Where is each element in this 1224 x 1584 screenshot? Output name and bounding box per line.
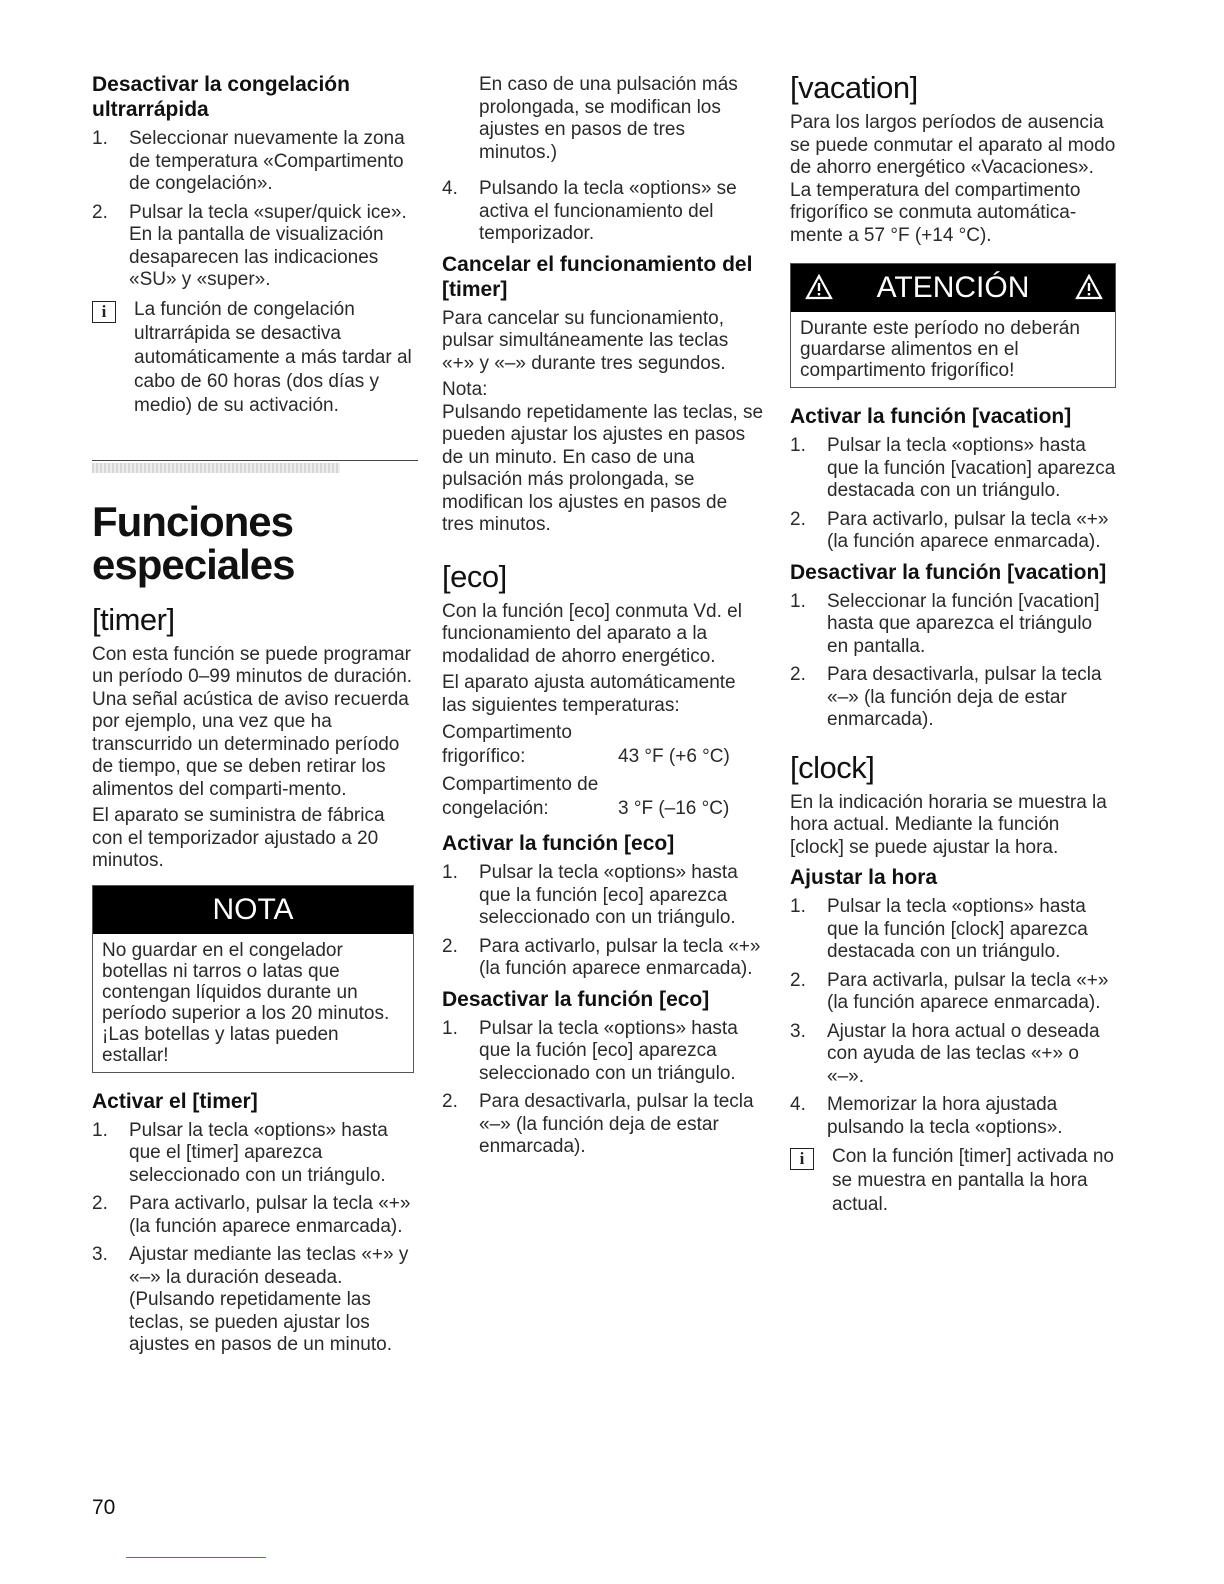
list-item: 2. Para desactivarla, pulsar la tecla «–» (la función deja de estar enmarcada). (442, 1091, 754, 1157)
nota-box (92, 885, 414, 1073)
list-item: 3. Ajustar mediante las teclas «+» y «–» la duración deseada. (Pulsando repetidamente las teclas, se pueden ajustar los ajustes en pasos de un minuto. (92, 1244, 409, 1355)
info-note: i La función de congelación ultrarrápida se desactiva automáticamente a más tardar al cabo de 60 horas (dos días y medio) de su activación. (92, 298, 414, 418)
atencion-box (790, 263, 1116, 388)
section-divider (92, 460, 414, 478)
vacation-paragraph-2: La temperatura del compartimento frigorífico se conmuta automática-mente a 57 °F (+14 °C). (790, 179, 1081, 246)
list-item: 4. Memorizar la hora ajustada pulsando la tecla «options». (790, 1094, 1063, 1138)
warning-icon (1075, 274, 1103, 300)
temp-row-freezer: Compartimento de congelación: 3 °F (–16 °C) (442, 774, 730, 819)
info-note-clock: i Con la función [timer] activada no se muestra en pantalla la hora actual. (790, 1145, 1116, 1217)
nota-title: NOTA (93, 886, 413, 934)
warning-icon (805, 274, 833, 300)
eco-paragraph-1: Con la función [eco] conmuta Vd. el funcionamiento del aparato a la modalidad de ahorro energético. (442, 600, 742, 667)
set-time-steps (790, 896, 1116, 1139)
info-icon: i (790, 1148, 814, 1170)
heading-deactivate-vacation: Desactivar la función [vacation] (790, 560, 1107, 584)
list-item: 2. Para activarlo, pulsar la tecla «+» (la función aparece enmarcada). (442, 935, 761, 979)
heading-activate-timer: Activar el [timer] (92, 1089, 258, 1113)
deactivate-eco-steps (442, 1018, 764, 1159)
timer-paragraph-2: El aparato se suministra de fábrica con el temporizador ajustado a 20 minutos. (92, 805, 385, 871)
list-item: 2. Para activarlo, pulsar la tecla «+» (la función aparece enmarcada). (790, 508, 1109, 552)
activate-timer-steps (92, 1120, 414, 1357)
deactivate-super-steps (92, 128, 414, 292)
atencion-text: Durante este período no deberán guardarse alimentos en el compartimento frigorífico! (800, 318, 1080, 381)
list-item: 1. Pulsar la tecla «options» hasta que el [timer] aparezca seleccionado con un triángulo. (92, 1119, 388, 1186)
heading-cancel-timer: Cancelar el funcionamiento del [timer] (442, 252, 753, 301)
heading-deactivate-super: Desactivar la congelación ultrarrápida (92, 73, 350, 121)
column-left (92, 72, 414, 1363)
activate-eco-steps (442, 862, 764, 981)
deactivate-vacation-steps (790, 591, 1116, 732)
list-item: 1. Pulsar la tecla «options» hasta que la fución [eco] aparezca seleccionado con un triángulo. (442, 1017, 738, 1084)
list-item: 2. Para activarla, pulsar la tecla «+» (la función aparece enmarcada). (790, 969, 1109, 1013)
list-item: 2. Para activarlo, pulsar la tecla «+» (la función aparece enmarcada). (92, 1193, 411, 1237)
heading-activate-eco: Activar la función [eco] (442, 832, 675, 855)
clock-paragraph: En la indicación horaria se muestra la hora actual. Mediante la función [clock] se puede ajustar la hora. (790, 791, 1107, 858)
heading-eco: [eco] (442, 558, 507, 594)
activate-vacation-steps (790, 435, 1116, 554)
heading-deactivate-eco: Desactivar la función [eco] (442, 987, 710, 1011)
column-right (790, 70, 1116, 1225)
column-middle (442, 74, 764, 1165)
nota-text: No guardar en el congelador botellas ni tarros o latas que contengan líquidos durante un período superior a los 20 minutos. ¡Las botellas y latas pueden estallar! (102, 939, 390, 1066)
heading-vacation: [vacation] (790, 70, 918, 105)
section-title: Funciones especiales (92, 497, 295, 588)
list-item: 1. Pulsar la tecla «options» hasta que la función [vacation] aparezca destacada con un triángulo. (790, 435, 1116, 501)
info-icon: i (92, 301, 116, 323)
heading-activate-vacation: Activar la función [vacation] (790, 405, 1072, 428)
cancel-paragraph-1: Para cancelar su funcionamiento, pulsar simultáneamente las teclas «+» y «–» durante tres segundos. (442, 307, 729, 374)
list-item: 2. Para desactivarla, pulsar la tecla «–» (la función deja de estar enmarcada). (790, 664, 1102, 730)
nota-label: Nota: (442, 379, 488, 400)
footer-link-line (126, 1557, 266, 1558)
heading-set-time: Ajustar la hora (790, 866, 938, 889)
list-item: 1. Pulsar la tecla «options» hasta que la función [eco] aparezca seleccionado con un triángulo. (442, 862, 738, 928)
heading-clock: [clock] (790, 749, 875, 785)
list-item: 4. Pulsando la tecla «options» se activa el funcionamiento del temporizador. (442, 178, 737, 244)
page-number: 70 (92, 1496, 116, 1519)
list-item: 1. Pulsar la tecla «options» hasta que la función [clock] aparezca destacada con un triángulo. (790, 896, 1088, 962)
list-item: 1. Seleccionar nuevamente la zona de temperatura «Compartimento de congelación». (92, 128, 405, 194)
list-item: 1. Seleccionar la función [vacation] hasta que aparezca el triángulo en pantalla. (790, 590, 1100, 657)
atencion-title: ATENCIÓN (876, 271, 1030, 304)
timer-paragraph-1: Con esta función se puede programar un período 0–99 minutos de duración. Una señal acústica de aviso recuerda por ejemplo, una vez que ha transcurrido un determinado período de tiempo, que se deben retirar los alimentos del comparti-mento. (92, 643, 413, 800)
vacation-paragraph-1: Para los largos períodos de ausencia se puede conmutar el aparato al modo de ahorro energético «Vacaciones». (790, 112, 1116, 178)
timer-steps-continued (442, 74, 764, 246)
list-item: En caso de una pulsación más prolongada, se modifican los ajustes en pasos de tres minutos.) (479, 74, 738, 163)
heading-timer: [timer] (92, 601, 175, 637)
cancel-paragraph-2: Pulsando repetidamente las teclas, se pueden ajustar los ajustes en pasos de un minuto. En caso de una pulsación más prolongada, se modifican los ajustes en pasos de tres minutos. (442, 401, 764, 535)
list-item: 2. Pulsar la tecla «super/quick ice». En la pantalla de visualización desaparecen las indicaciones «SU» y «super». (92, 201, 407, 290)
eco-paragraph-2: El aparato ajusta automáticamente las siguientes temperaturas: (442, 672, 736, 716)
list-item: 3. Ajustar la hora actual o deseada con ayuda de las teclas «+» o «–». (790, 1020, 1100, 1087)
temp-row-fridge: Compartimento frigorífico: 43 °F (+6 °C) (442, 722, 730, 767)
